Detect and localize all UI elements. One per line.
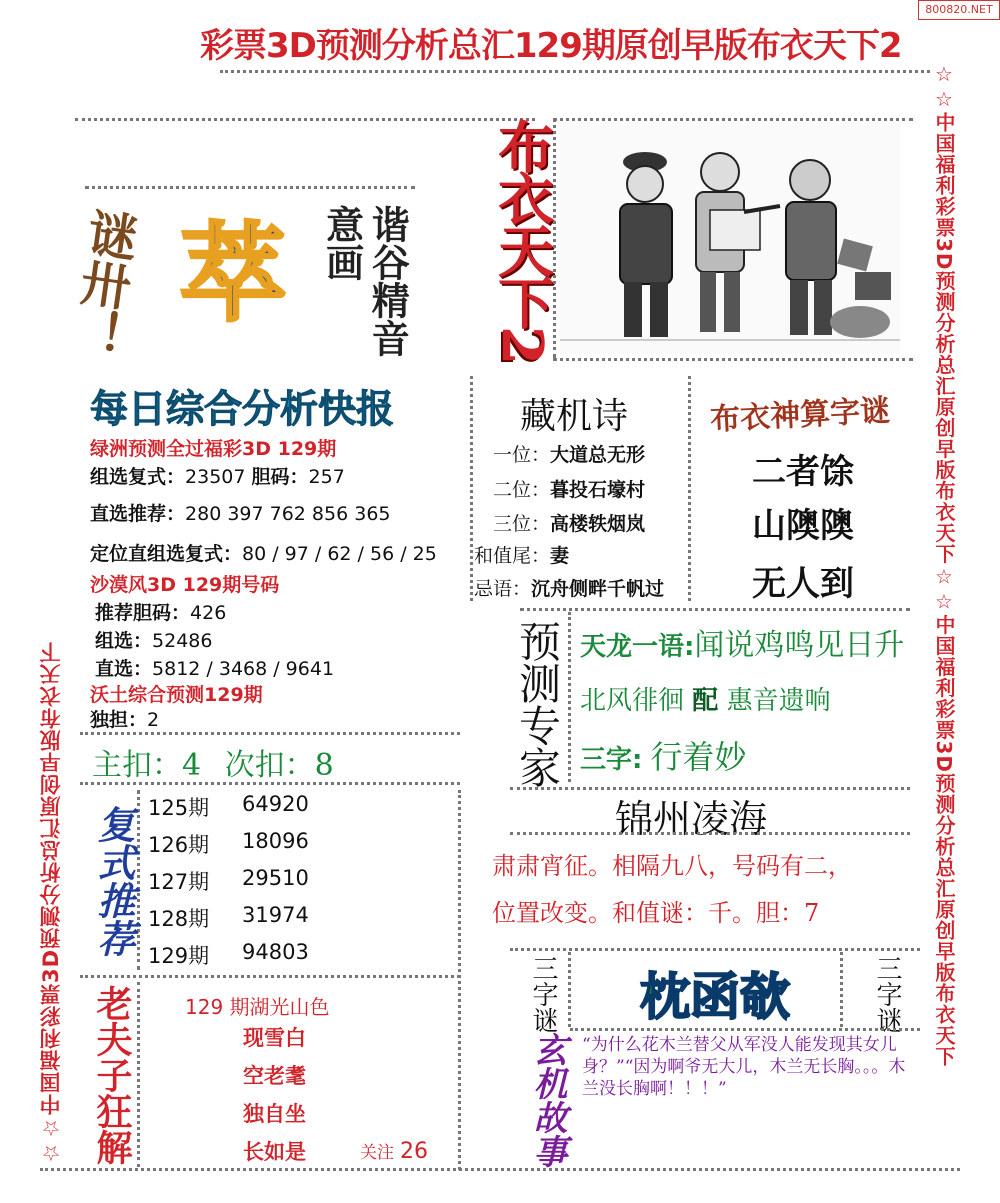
compound-value: 64920 [242, 792, 309, 816]
dan-label: 胆码： [251, 466, 309, 488]
jinzhou-title: 锦州凌海 [615, 797, 768, 841]
dan-value: 257 [308, 466, 345, 488]
follow-label: 关注 [360, 1143, 394, 1163]
old-master-title: 129 期湖光山色 [185, 995, 330, 1019]
bottom-divider [40, 1168, 960, 1171]
main-value: 4 [182, 748, 202, 783]
compound-period: 127期 [148, 870, 210, 894]
poem-line-text: 沉舟侧畔千帆过 [531, 578, 665, 600]
cartoon-top-border [553, 118, 913, 121]
du-value: 2 [147, 709, 160, 731]
kou-row [92, 740, 334, 784]
zhi-value: 5812 / 3468 / 9641 [152, 658, 335, 680]
expert-line3-label: 三字: [580, 745, 643, 775]
zhi-label: 直选： [95, 658, 153, 680]
jinzhou-title-divider [510, 832, 910, 835]
cartoon-svg [560, 122, 900, 354]
expert-line2-left: 北风徘徊 [580, 686, 685, 716]
story-top-divider [570, 1028, 920, 1031]
poem-line [493, 509, 645, 536]
poem-line-text: 妻 [550, 545, 570, 567]
old-master-line: 长如是 [243, 1140, 306, 1164]
compound-row [148, 940, 309, 970]
rec-dan-label: 推荐胆码： [95, 602, 191, 624]
poem-line [474, 541, 569, 568]
riddle-line: 无人到 [752, 564, 854, 604]
poem-left-border [470, 376, 473, 601]
old-master-line: 现雪白 [243, 1026, 306, 1050]
expert-line2 [580, 680, 831, 717]
section1-title: 绿洲预测全过福彩3D 129期 [90, 438, 337, 460]
rubble-pile [830, 239, 891, 338]
riddle-line: 二者馀 [752, 452, 854, 492]
direct-row [90, 499, 391, 526]
compound-value: 18096 [242, 829, 309, 853]
second-label: 次扣： [224, 748, 315, 783]
group-label: 组选复式： [90, 466, 186, 488]
poem-line-label: 二位： [493, 479, 551, 501]
expert-top-divider [520, 608, 910, 611]
expert-line2-right: 惠音遗响 [726, 686, 831, 716]
cartoon-bottom-border [553, 358, 913, 361]
expert-left-border [568, 612, 571, 782]
brand-divider [85, 186, 415, 189]
right-border-text: ☆☆中国福利彩票3D预测分析总汇原创早版布衣天下☆☆中国福利彩票3D预测分析总汇原创早版布衣天下 [932, 62, 956, 1068]
compound-row [148, 903, 309, 933]
group-row [90, 462, 345, 489]
group-value: 23507 [185, 466, 246, 488]
position-label: 定位直组选复式： [90, 543, 243, 565]
right-figure [786, 160, 836, 335]
expert-line3 [580, 732, 746, 778]
story-text: “为什么花木兰替父从军没人能发现其女儿身？”“因为啊爷无大儿，木兰无长胸。。。木兰没长胸啊！！！” [582, 1035, 906, 1100]
expert-line3-text: 行着妙 [650, 738, 747, 776]
compound-value: 29510 [242, 866, 309, 890]
direct-value: 280 397 762 856 365 [185, 503, 391, 525]
brand-big-char: 萃 [180, 213, 286, 336]
compound-period: 125期 [148, 796, 210, 820]
poem-line [493, 475, 645, 502]
direct-label: 直选推荐： [90, 503, 186, 525]
poem-line [493, 440, 645, 467]
rec-dan-row [95, 598, 226, 625]
compound-row [148, 866, 309, 896]
zu-row [95, 626, 212, 653]
jinzhou-line1: 肃肃宵征。相隔九八，号码有二， [492, 852, 852, 880]
three-char-left-label: 三字谜 [528, 955, 558, 1033]
three-char-right-border [840, 952, 843, 1027]
header-logo-blank [42, 26, 218, 82]
expert-line1-label: 天龙一语: [580, 632, 695, 662]
zhi-row [95, 654, 334, 681]
riddle-title: 布衣神算字谜 [709, 393, 891, 438]
old-master-vertical-title: 老夫子狂解 [91, 985, 133, 1165]
middle-figure [696, 153, 780, 332]
compound-value: 31974 [242, 903, 309, 927]
kou-top-divider [80, 732, 460, 735]
left-border-text: ☆☆中国福利彩票3D预测分析总汇原创早版布衣天下 [39, 640, 63, 1165]
expert-line2-tag: 配 [692, 686, 719, 716]
rec-dan-value: 426 [190, 602, 227, 624]
compound-period: 128期 [148, 907, 210, 931]
watermark-text: 800820.NET [925, 3, 993, 16]
three-char-title: 枕函欹 [640, 968, 790, 1026]
cartoon-left-border [553, 118, 556, 358]
second-value: 8 [314, 748, 334, 783]
inner-top-divider [75, 118, 535, 121]
officer-figure [620, 152, 672, 337]
main-label: 主扣： [92, 748, 182, 783]
story-vertical-title: 玄机故事 [527, 1032, 567, 1168]
three-char-left-border [568, 952, 571, 1027]
compound-value: 94803 [242, 940, 309, 964]
three-char-right-label: 三字谜 [872, 955, 902, 1033]
expert-line1-text: 闻说鸡鸣见日升 [694, 628, 905, 663]
poem-line-label: 三位： [493, 513, 551, 535]
watermark-badge [918, 0, 1000, 20]
old-master-left-border [137, 982, 140, 1167]
expert-vertical-title: 预测专家 [513, 620, 562, 788]
poem-title: 藏机诗 [520, 396, 629, 437]
compound-top-divider [80, 782, 460, 785]
poem-line-label: 忌语： [474, 578, 532, 600]
compound-right-border [458, 790, 461, 1170]
poem-line-label: 一位： [493, 444, 551, 466]
compound-period: 126期 [148, 833, 210, 857]
quick-report-title: 每日综合分析快报 [90, 387, 395, 431]
top-divider [220, 70, 930, 73]
section2-title: 沙漠风3D 129期号码 [90, 574, 280, 596]
brand-right-text: 谐谷精音意画 [319, 205, 410, 357]
riddle-line: 山隩隩 [752, 506, 854, 546]
banner-vertical-title: 布衣天下2 [489, 118, 555, 361]
position-row [90, 539, 437, 566]
follow-row [360, 1138, 428, 1164]
compound-row [148, 829, 309, 859]
poem-line-label: 和值尾： [474, 545, 551, 567]
follow-value: 26 [400, 1139, 429, 1164]
old-master-line: 独自坐 [243, 1102, 306, 1126]
zu-value: 52486 [152, 630, 213, 652]
du-label: 独担： [90, 709, 148, 731]
old-master-line: 空老耄 [243, 1064, 306, 1088]
compound-period: 129期 [148, 944, 210, 968]
section3-title: 沃土综合预测129期 [90, 684, 263, 706]
position-value: 80 / 97 / 62 / 56 / 25 [242, 543, 437, 565]
du-row [90, 705, 159, 732]
poem-right-border [688, 376, 691, 601]
brand-left-text: 谜卅！ [62, 205, 142, 362]
compound-row [148, 792, 309, 822]
poem-line-text: 暮投石壕村 [550, 479, 646, 501]
poem-line-text: 高楼轶烟岚 [550, 513, 646, 535]
old-master-top-divider [80, 975, 460, 978]
compound-vertical-title: 复式推荐 [91, 805, 136, 957]
expert-line1 [580, 620, 904, 664]
jinzhou-line2: 位置改变。和值谜：千。胆：7 [492, 899, 820, 927]
page-title: 彩票3D预测分析总汇129期原创早版布衣天下2 [200, 26, 902, 66]
three-char-top-divider [510, 948, 920, 951]
compound-left-border [137, 790, 140, 970]
zu-label: 组选： [95, 630, 153, 652]
poem-line-text: 大道总无形 [550, 444, 646, 466]
cartoon-illustration [560, 122, 900, 354]
poem-line [474, 574, 664, 601]
